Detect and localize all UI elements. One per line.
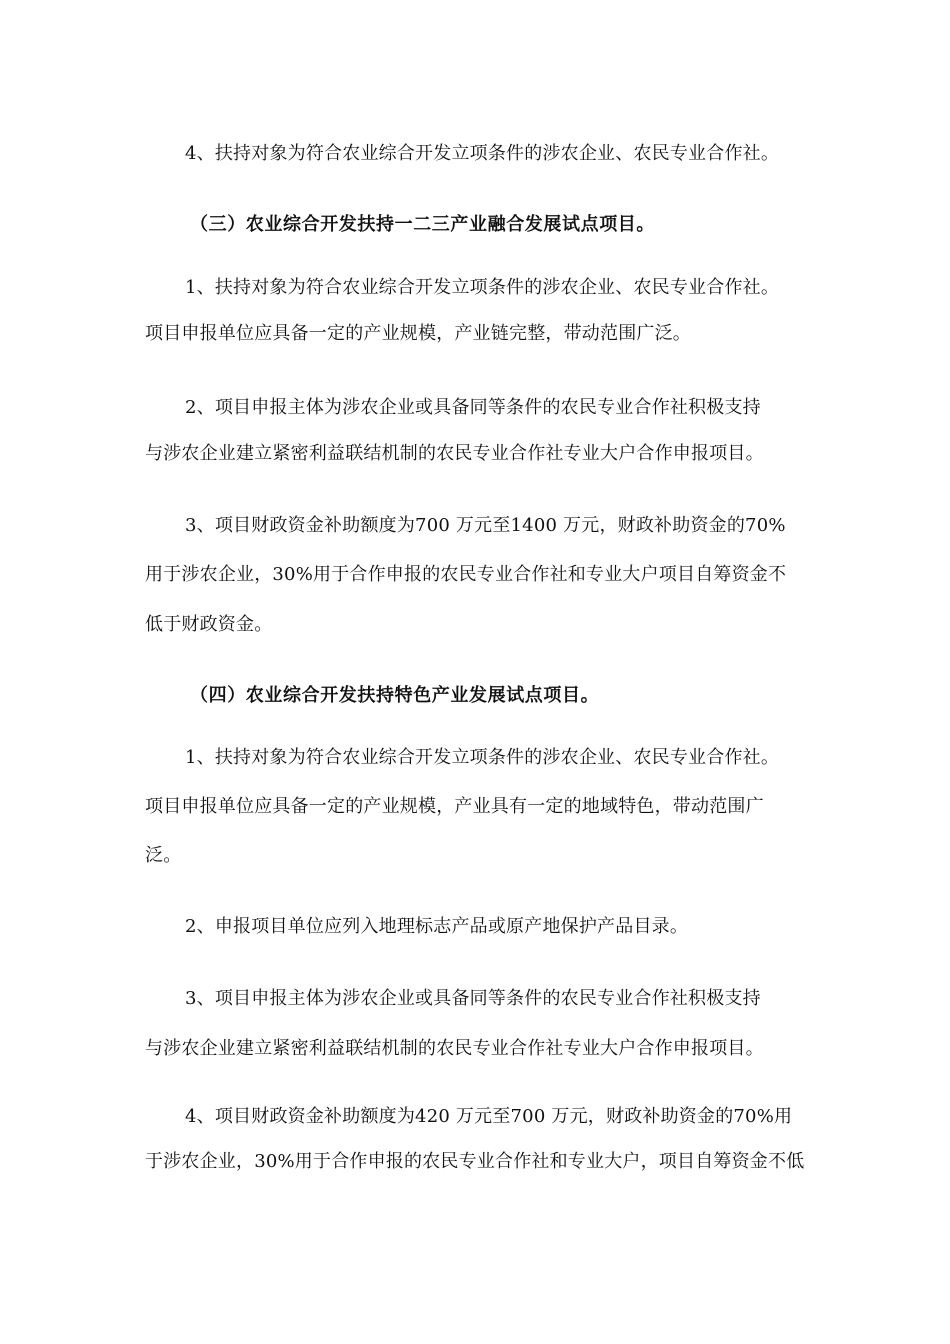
paragraph-line: 与涉农企业建立紧密利益联结机制的农民专业合作社专业大户合作申报项目。 (145, 443, 764, 464)
paragraph-line: 4、项目财政资金补助额度为420 万元至700 万元，财政补助资金的70%用 (185, 1106, 793, 1127)
paragraph-line: 与涉农企业建立紧密利益联结机制的农民专业合作社专业大户合作申报项目。 (145, 1038, 764, 1059)
paragraph-line: 低于财政资金。 (145, 614, 273, 635)
paragraph-line: 1、扶持对象为符合农业综合开发立项条件的涉农企业、农民专业合作社。 (185, 277, 780, 298)
paragraph-line: 项目申报单位应具备一定的产业规模，产业链完整，带动范围广泛。 (145, 323, 691, 344)
section-heading-4: （四）农业综合开发扶持特色产业发展试点项目。 (190, 685, 600, 706)
paragraph-line: 2、项目申报主体为涉农企业或具备同等条件的农民专业合作社积极支持 (185, 397, 761, 418)
paragraph-line: 2、申报项目单位应列入地理标志产品或原产地保护产品目录。 (185, 916, 689, 937)
paragraph-line: 于涉农企业，30%用于合作申报的农民专业合作社和专业大户，项目自筹资金不低 (145, 1151, 805, 1172)
section-heading-3: （三）农业综合开发扶持一二三产业融合发展试点项目。 (190, 214, 655, 235)
paragraph-line: 项目申报单位应具备一定的产业规模，产业具有一定的地域特色，带动范围广 (145, 796, 764, 817)
paragraph-line: 3、项目财政资金补助额度为700 万元至1400 万元，财政补助资金的70% (185, 515, 786, 536)
paragraph-line: 用于涉农企业，30%用于合作申报的农民专业合作社和专业大户项目自筹资金不 (145, 564, 787, 585)
paragraph-line: 4、扶持对象为符合农业综合开发立项条件的涉农企业、农民专业合作社。 (185, 143, 780, 164)
paragraph-line: 1、扶持对象为符合农业综合开发立项条件的涉农企业、农民专业合作社。 (185, 747, 780, 768)
paragraph-line: 3、项目申报主体为涉农企业或具备同等条件的农民专业合作社积极支持 (185, 988, 761, 1009)
paragraph-line: 泛。 (145, 845, 182, 866)
